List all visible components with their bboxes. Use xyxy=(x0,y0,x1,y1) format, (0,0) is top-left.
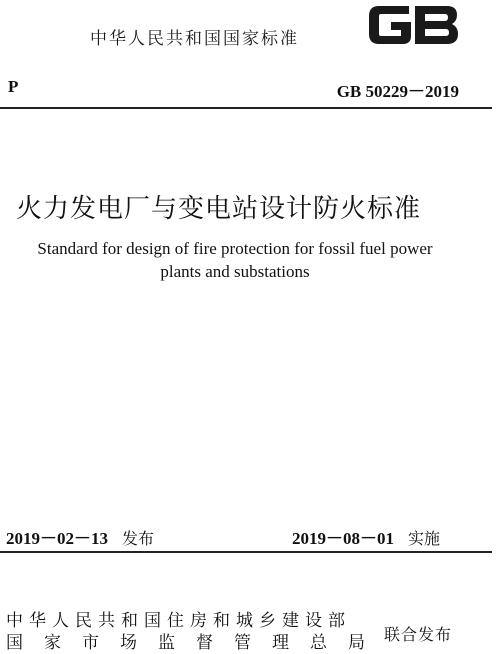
issue-label: 发布 xyxy=(122,529,155,548)
top-divider xyxy=(0,107,492,109)
publisher-block xyxy=(6,610,386,654)
country-standard-heading: 中华人民共和国国家标准 xyxy=(90,29,299,49)
title-chinese: 火力发电厂与变电站设计防火标准 xyxy=(16,194,422,224)
implement-date: 2019－08－01 xyxy=(292,529,394,548)
classification-code: P xyxy=(8,77,19,96)
title-english xyxy=(0,237,470,283)
publisher-line2: 国家市场监督管理总局 xyxy=(6,633,386,653)
implement-date-row xyxy=(292,524,440,549)
implement-label: 实施 xyxy=(408,529,441,548)
issue-date: 2019－02－13 xyxy=(6,529,108,548)
title-english-line2: plants and substations xyxy=(160,262,310,281)
bottom-divider xyxy=(0,551,492,553)
publisher-line1: 中华人民共和国住房和城乡建设部 xyxy=(6,611,351,631)
issue-date-row xyxy=(6,524,154,549)
gb-logo-icon xyxy=(365,0,461,46)
title-english-line1: Standard for design of fire protection for fossil fuel power xyxy=(37,239,433,258)
standard-number: GB 50229－2019 xyxy=(336,82,459,101)
joint-publish-label: 联合发布 xyxy=(384,625,453,644)
